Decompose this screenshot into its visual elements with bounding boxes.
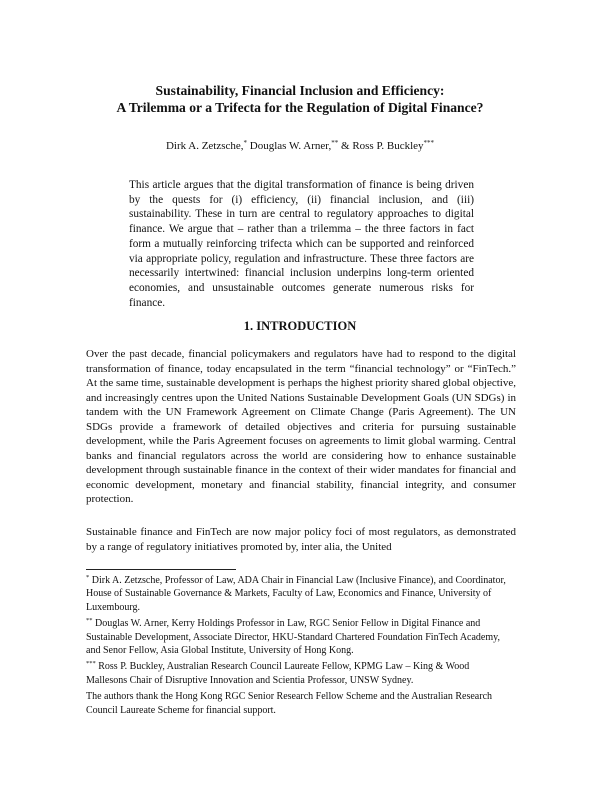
footnotes [86, 574, 506, 720]
footnote-text: Dirk A. Zetzsche, Professor of Law, ADA Chair in Financial Law (Inclusive Finance), and Coordinator, House of Sustainable Governance & Markets, Faculty of Law, Economics and Finance, University of Luxembourg. [86, 575, 506, 613]
author-footnote-mark: *** [423, 139, 435, 147]
body-paragraph: Sustainable finance and FinTech are now major policy foci of most regulators, as demonstrated by a range of regulatory initiatives promoted by, inter alia, the United [86, 526, 516, 553]
paper-title-line-2: A Trilemma or a Trifecta for the Regulation of Digital Finance? [116, 100, 484, 115]
footnote-text: Douglas W. Arner, Kerry Holdings Professor in Law, RGC Senior Fellow in Digital Finance and Sustainable Development, Associate Director, HKU-Standard Chartered Foundation FinTech Academy, and Senor Fellow, Asia Global Institute, University of Hong Kong. [86, 618, 500, 657]
footnote-mark: * [86, 574, 90, 581]
footnote [86, 574, 506, 614]
author-name: Douglas W. Arner, [249, 140, 332, 152]
footnote-mark: ** [86, 617, 93, 625]
author-name: Dirk A. Zetzsche, [165, 140, 244, 152]
author-name: Ross P. Buckley [352, 140, 424, 152]
author-list [60, 139, 540, 153]
footnote [86, 617, 506, 657]
footnote-divider [86, 569, 236, 570]
author-separator: & [338, 140, 353, 152]
acknowledgement [86, 690, 506, 717]
section-heading: 1. INTRODUCTION [243, 319, 357, 333]
author-footnote-mark: * [243, 139, 248, 147]
footnote [86, 660, 506, 687]
abstract: This article argues that the digital transformation of finance is being driven by the quests for (i) efficiency, (ii) financial inclusion, and (iii) sustainability. These in turn are central to regulatory approaches to digital finance. We argue that – rather than a trilemma – the three factors in fact form a mutually reinforcing trifecta which can be supported and reinforced via appropriate policy, regulation and infrastructure. These three factors are necessarily intertwined: financial inclusion underpins long-term oriented economies, and unsustainable outcomes generate numerous risks for finance. [129, 179, 474, 309]
footnote-text: Ross P. Buckley, Australian Research Council Laureate Fellow, KPMG Law – King & Wood Mallesons Chair of Disruptive Innovation and Scientia Professor, UNSW Sydney. [86, 661, 470, 686]
paper-title-line-1: Sustainability, Financial Inclusion and Efficiency: [155, 83, 445, 98]
footnote-mark: *** [86, 660, 96, 668]
body-paragraph: Over the past decade, financial policymakers and regulators have had to respond to the digital transformation of finance, today encapsulated in the term “financial technology” or “FinTech.” At the same time, sustainable development is perhaps the highest priority shared global objective, and increasingly centres upon the United Nations Sustainable Development Goals (UN SDGs) in tandem with the UN Framework Agreement on Climate Change (Paris Agreement). The UN SDGs provide a framework of detailed objectives and criteria for pursuing sustainable development, while the Paris Agreement focuses on agreements to limit global warming. Central banks and financial regulators across the world are considering how to enhance sustainable development through sustainable finance in the context of their wider mandates for financial and economic development, monetary and financial stability, financial integrity, and consumer protection. [86, 348, 516, 506]
footnote-text: The authors thank the Hong Kong RGC Senior Research Fellow Scheme and the Australian Research Council Laureate Scheme for financial support. [86, 691, 493, 716]
author-footnote-mark: ** [331, 139, 339, 147]
